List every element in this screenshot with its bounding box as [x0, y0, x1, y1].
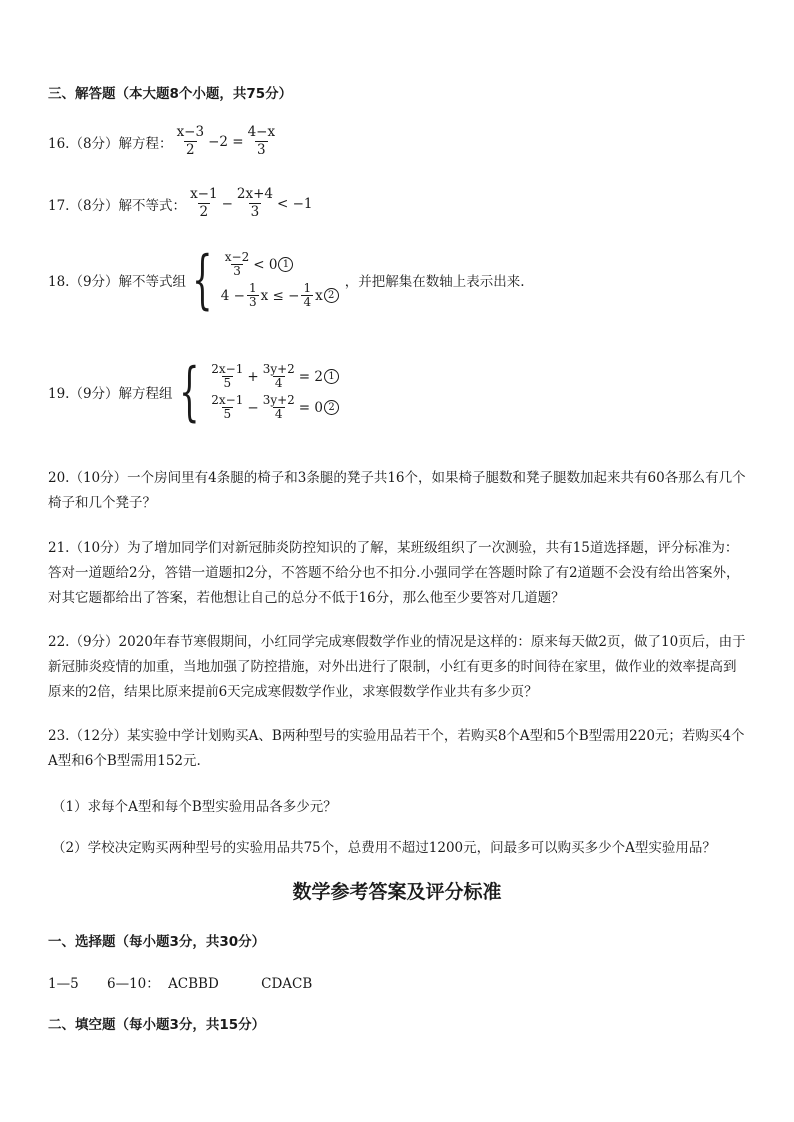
q17-prefix: 17.（8分）解不等式：: [48, 197, 187, 214]
q18-l2-f2-num: 1: [303, 281, 312, 295]
q18-l2-b: x ≤ −: [260, 287, 300, 304]
left-brace-icon: {: [192, 243, 213, 317]
q19-prefix: 19.（9分）解方程组: [48, 386, 173, 402]
q16-f1-num: x−3: [176, 124, 205, 140]
circled-number-icon: 2: [324, 288, 339, 303]
circled-number-icon: 1: [278, 257, 293, 272]
q17-fraction-2: [235, 186, 275, 221]
question-23-part-2: （2）学校决定购买两种型号的实验用品共75个，总费用不超过1200元，问最多可以购买多少个A型实验用品？: [52, 840, 716, 856]
q18-l1-den: 3: [233, 264, 241, 278]
answer-choices-1: ACBBD: [168, 976, 219, 992]
q18-l2-f1-num: 1: [248, 281, 257, 295]
answer-range-2: 6—10：: [106, 976, 160, 992]
q17-tail: < −1: [277, 195, 313, 212]
q16-fraction-2: [246, 124, 278, 159]
q18-line-2: [221, 282, 339, 309]
q19-l2-f2-den: 4: [274, 407, 283, 421]
q17-f2-den: 3: [250, 204, 260, 220]
q19-l2-f1-den: 5: [223, 407, 232, 421]
q18-l1-num: x−2: [224, 250, 250, 264]
q19-l1-tail: = 2: [298, 368, 323, 385]
q19-line-1: [207, 363, 339, 390]
question-17: [48, 186, 313, 221]
q19-line-2: [207, 394, 339, 421]
q19-system: [173, 355, 339, 429]
question-21: 21.（10分）为了增加同学们对新冠肺炎防控知识的了解，某班级组织了一次测验，共有15道选择题，评分标准为：答对一道题给2分，答错一道题扣2分，不答题不给分也不扣分.小强同学在答题时除了有2道题不会没有给出答案外，对其它题都给出了答案，若他想让自己的总分不低于16分，那么他至少要答对几道题？: [48, 540, 740, 606]
question-22: 22.（9分）2020年春节寒假期间，小红同学完成寒假数学作业的情况是这样的：原来每天做2页，做了10页后，由于新冠肺炎疫情的加重，当地加强了防控措施，对外出进行了限制，小红有更多的时间待在家里，做作业的效率提高到原来的2倍，结果比原来提前6天完成寒假数学作业，求寒假数学作业共有多少页？: [48, 634, 746, 700]
q19-l2-tail: = 0: [298, 399, 323, 416]
q17-fraction-1: [188, 186, 220, 221]
q18-system: [186, 243, 339, 317]
question-19: [48, 355, 339, 429]
q17-f2-num: 2x+4: [236, 186, 273, 202]
question-23: 23.（12分）某实验中学计划购买A、B两种型号的实验用品若干个，若购买8个A型和5个B型需用220元；若购买4个A型和6个B型需用152元.: [48, 728, 745, 769]
q18-prefix: 18.（9分）解不等式组: [48, 274, 187, 290]
q19-l2-f2-num: 3y+2: [262, 393, 295, 407]
answer-key-title: 数学参考答案及评分标准: [292, 881, 502, 903]
q19-l1-f1-num: 2x−1: [211, 362, 244, 376]
q18-suffix: ，并把解集在数轴上表示出来.: [344, 274, 525, 290]
question-18: [48, 243, 525, 317]
q19-l1-f2-num: 3y+2: [262, 362, 295, 376]
answer-section-2-title: 二、填空题（每小题3分，共15分）: [48, 1017, 266, 1033]
q18-l1-tail: < 0: [253, 256, 278, 273]
q16-f1-den: 2: [186, 142, 195, 158]
q16-f2-num: 4−x: [247, 124, 276, 140]
q18-l2-f2-den: 4: [303, 295, 312, 309]
q17-minus: −: [221, 195, 233, 212]
q18-l2-a: 4 −: [220, 287, 245, 304]
answer-range-1: 1—5: [48, 976, 79, 992]
q16-fraction-1: [175, 124, 207, 159]
left-brace-icon: {: [178, 355, 200, 429]
circled-number-icon: 2: [324, 400, 339, 415]
answer-section-1-row: [48, 972, 312, 992]
q19-l1-op: +: [247, 368, 259, 385]
q18-l2-f1-den: 3: [248, 295, 257, 309]
q17-f1-num: x−1: [190, 186, 218, 202]
q16-prefix: 16.（8分）解方程：: [48, 135, 173, 152]
q16-mid: −2 =: [208, 133, 244, 150]
q18-l2-c: x: [315, 287, 323, 304]
q19-l2-f1-num: 2x−1: [211, 393, 244, 407]
q19-l1-f2-den: 4: [274, 376, 283, 390]
q19-l1-f1-den: 5: [223, 376, 232, 390]
q19-l2-op: −: [247, 399, 259, 416]
answer-section-1-title: 一、选择题（每小题3分，共30分）: [48, 934, 266, 950]
section-title: 三、解答题（本大题8个小题，共75分）: [48, 86, 293, 102]
answer-choices-2: CDACB: [261, 976, 313, 992]
q17-f1-den: 2: [199, 204, 209, 220]
question-16: [48, 124, 279, 159]
circled-number-icon: 1: [324, 369, 339, 384]
q18-line-1: [221, 251, 339, 278]
question-23-part-1: （1）求每个A型和每个B型实验用品各多少元？: [52, 799, 337, 815]
question-20: 20.（10分）一个房间里有4条腿的椅子和3条腿的凳子共16个，如果椅子腿数和凳子腿数加起来共有60各那么有几个椅子和几个凳子？: [48, 470, 746, 511]
q16-f2-den: 3: [257, 142, 266, 158]
